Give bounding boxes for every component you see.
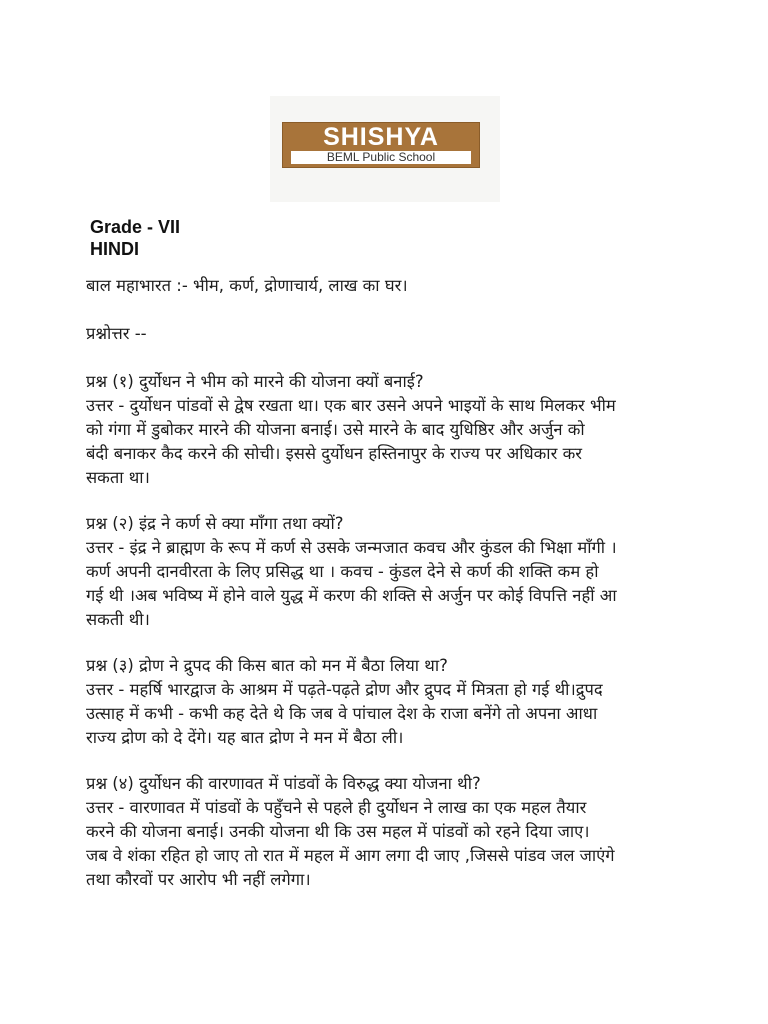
school-logo — [282, 122, 480, 168]
answer-line: उत्तर - दुर्योधन पांडवों से द्वेष रखता था। एक बार उसने अपने भाइयों के साथ मिलकर भीम — [86, 396, 616, 415]
question: प्रश्न (२) इंद्र ने कर्ण से क्या माँगा तथा क्यों? — [86, 514, 344, 533]
qa-block-2 — [86, 512, 696, 632]
subject-label: HINDI — [90, 239, 139, 259]
answer-line: उत्साह में कभी - कभी कह देते थे कि जब वे पांचाल देश के राजा बनेंगे तो अपना आधा — [86, 704, 598, 723]
qa-block-1 — [86, 370, 696, 490]
question: प्रश्न (१) दुर्योधन ने भीम को मारने की योजना क्यों बनाई? — [86, 372, 424, 391]
question: प्रश्न (३) द्रोण ने द्रुपद की किस बात को मन में बैठा लिया था? — [86, 656, 448, 675]
answer-line: बंदी बनाकर कैद करने की सोची। इससे दुर्योधन हस्तिनापुर के राज्य पर अधिकार कर — [86, 444, 582, 463]
answer-line: गई थी ।अब भविष्य में होने वाले युद्ध में करण की शक्ति से अर्जुन पर कोई विपत्ति नहीं आ — [86, 586, 617, 605]
answer-line: करने की योजना बनाई। उनकी योजना थी कि उस महल में पांडवों को रहने दिया जाए। — [86, 822, 590, 841]
answer-line: सकती थी। — [86, 610, 150, 629]
document-header — [90, 216, 180, 260]
answer-line: जब वे शंका रहित हो जाए तो रात में महल में आग लगा दी जाए ,जिससे पांडव जल जाएंगे — [86, 846, 615, 865]
question: प्रश्न (४) दुर्योधन की वारणावत में पांडवों के विरुद्ध क्या योजना थी? — [86, 774, 481, 793]
answer-line: राज्य द्रोण को दे देंगे। यह बात द्रोण ने मन में बैठा ली। — [86, 728, 404, 747]
answer-line: उत्तर - वारणावत में पांडवों के पहुँचने से पहले ही दुर्योधन ने लाख का एक महल तैयार — [86, 798, 587, 817]
answer-line: तथा कौरवों पर आरोप भी नहीं लगेगा। — [86, 870, 311, 889]
answer-line: कर्ण अपनी दानवीरता के लिए प्रसिद्ध था । कवच - कुंडल देने से कर्ण की शक्ति कम हो — [86, 562, 599, 581]
answer-line: सकता था। — [86, 468, 150, 487]
school-logo-area — [270, 96, 500, 202]
logo-title: SHISHYA — [323, 123, 439, 151]
topic-line: बाल महाभारत :- भीम, कर्ण, द्रोणाचार्य, लाख का घर। — [86, 276, 408, 295]
grade-label: Grade - VII — [90, 217, 181, 237]
document-body — [86, 274, 696, 892]
logo-subtitle: BEML Public School — [291, 151, 471, 164]
answer-line: को गंगा में डुबोकर मारने की योजना बनाई। उसे मारने के बाद युधिष्ठिर और अर्जुन को — [86, 420, 585, 439]
answer-line: उत्तर - इंद्र ने ब्राह्मण के रूप में कर्ण से उसके जन्मजात कवच और कुंडल की भिक्षा माँगी । — [86, 538, 617, 557]
answer-line: उत्तर - महर्षि भारद्वाज के आश्रम में पढ़ते-पढ़ते द्रोण और द्रुपद में मित्रता हो गई थी।द्रुपद — [86, 680, 603, 699]
section-title: प्रश्नोत्तर -- — [86, 324, 147, 343]
qa-block-3 — [86, 654, 696, 750]
qa-block-4 — [86, 772, 696, 892]
